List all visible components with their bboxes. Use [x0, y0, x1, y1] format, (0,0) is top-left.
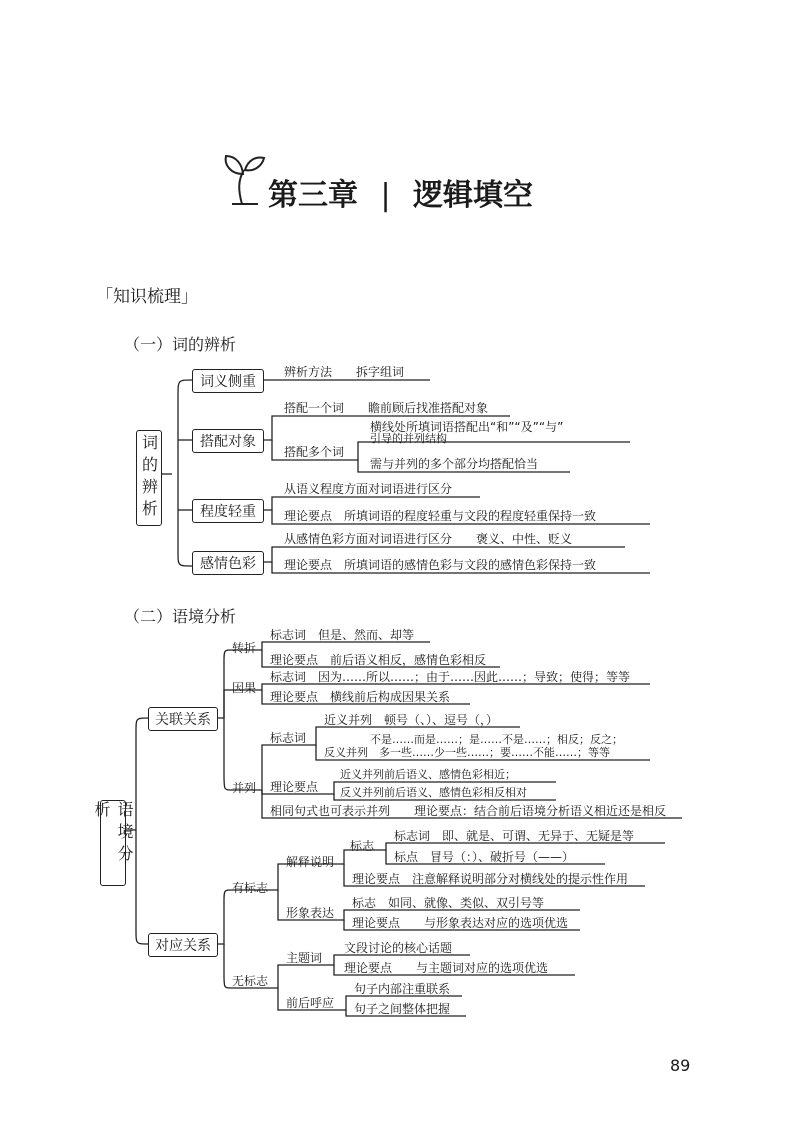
part1-heading: （一）词的辨析 [124, 335, 237, 354]
zhuti-row1: 文段讨论的核心话题 [344, 941, 453, 955]
qianhou-label: 前后呼应 [286, 996, 335, 1010]
n3-row1: 从语义程度方面对词语进行区分 [284, 482, 453, 496]
n4-row2: 理论要点 所填词语的感情色彩与文段的感情色彩保持一致 [284, 558, 597, 572]
wubiaozhi-label: 无标志 [232, 974, 269, 988]
jieshi-dian: 标点 冒号（：）、破折号（——） [394, 850, 575, 864]
zhuti-row2: 理论要点 与主题词对应的选项优选 [344, 961, 549, 975]
chapter-subtitle: 逻辑填空 [413, 178, 534, 213]
jieshi-ci: 标志词 即、就是、可谓、无异于、无疑是等 [394, 829, 635, 843]
node-collocation: 搭配对象 [192, 429, 264, 453]
node-emotion: 感情色彩 [192, 551, 264, 575]
qianhou-row2: 句子之间整体把握 [354, 1002, 451, 1016]
n1-row: 辨析方法 拆字组词 [284, 365, 405, 379]
chapter-number: 第三章 [268, 178, 358, 213]
xingxiang-biaozhi: 标志 如同、就像、类似、双引号等 [352, 896, 545, 910]
node-correspond: 对应关系 [148, 933, 218, 957]
n4-row1: 从感情色彩方面对词语进行区分 褒义、中性、贬义 [284, 532, 573, 546]
zhuanzhe-row2: 理论要点 前后语义相反，感情色彩相反 [270, 653, 487, 667]
chapter-separator: | [380, 178, 391, 213]
page-number: 89 [670, 1056, 691, 1075]
jieshi-label: 解释说明 [286, 855, 335, 869]
binglie-lilun-1: 近义并列前后语义、感情色彩相近； [340, 768, 516, 781]
part2-root: 语境分析 [100, 800, 126, 886]
yinguo-row1: 标志词 因为……所以……；由于……因此……；导致；使得；等等 [270, 670, 631, 684]
zhuanzhe-label: 转折 [232, 641, 257, 655]
n2-multi-1a: 横线处所填词语搭配出“和”“及”“与” [370, 420, 564, 434]
n2-multi-1b: 引导的并列结构 [370, 432, 447, 445]
part2-heading: （二）语境分析 [124, 607, 237, 626]
yinguo-label: 因果 [232, 681, 257, 695]
binglie-fan-row2: 反义并列 多一些……少一些……；要……不能……；等等 [324, 746, 610, 759]
binglie-xiangtong: 相同句式也可表示并列 理论要点：结合前后语境分析语义相近还是相反 [270, 804, 667, 818]
zhuanzhe-row1: 标志词 但是、然而、却等 [270, 628, 415, 642]
jieshi-biaozhi-label: 标志 [350, 839, 375, 853]
jieshi-lilun: 理论要点 注意解释说明部分对横线处的提示性作用 [352, 872, 629, 886]
xingxiang-lilun: 理论要点 与形象表达对应的选项优选 [352, 916, 569, 930]
node-relation: 关联关系 [148, 707, 218, 731]
youbiaozhi-label: 有标志 [232, 881, 269, 895]
n2-multi-label: 搭配多个词 [284, 445, 345, 459]
n2-single: 搭配一个词 瞻前顾后找准搭配对象 [284, 401, 489, 415]
yinguo-row2: 理论要点 横线前后构成因果关系 [270, 690, 451, 704]
binglie-biaozhi-label: 标志词 [270, 731, 307, 745]
binglie-jin-row: 近义并列 顿号（、）、逗号（，） [324, 713, 499, 727]
binglie-label: 并列 [232, 781, 257, 795]
zhuti-label: 主题词 [286, 951, 323, 965]
n3-row2: 理论要点 所填词语的程度轻重与文段的程度轻重保持一致 [284, 509, 597, 523]
xingxiang-label: 形象表达 [286, 906, 335, 920]
node-word-meaning: 词义侧重 [192, 369, 264, 393]
node-degree: 程度轻重 [192, 499, 264, 523]
binglie-lilun-label: 理论要点 [270, 780, 319, 794]
binglie-lilun-2: 反义并列前后语义、感情色彩相反相对 [340, 786, 527, 799]
n2-multi-2: 需与并列的多个部分均搭配恰当 [370, 457, 539, 471]
qianhou-row1: 句子内部注重联系 [354, 982, 451, 996]
part1-root: 词的辨析 [136, 430, 162, 526]
binglie-fan-row1: 不是……而是……；是……不是……；相反；反之； [370, 733, 623, 746]
section-header: 「知识梳理」 [96, 287, 198, 307]
